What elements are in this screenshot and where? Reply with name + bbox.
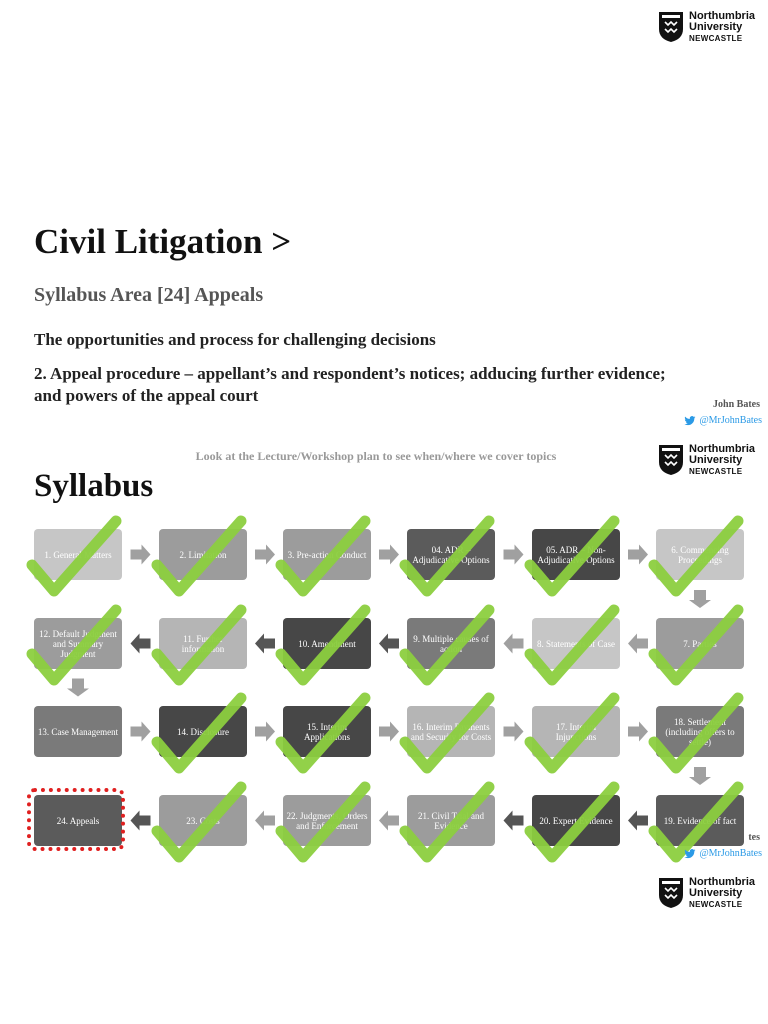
logo-line-3: NEWCASTLE [689, 467, 743, 476]
syllabus-item: 22. Judgments, Orders and Enforcement [283, 795, 371, 846]
flow-arrow-icon [379, 722, 399, 742]
syllabus-item: 11. Further information [159, 618, 247, 669]
flow-arrow-icon [628, 811, 648, 831]
flow-arrow-icon [689, 767, 711, 785]
syllabus-item: 21. Civil Trial and Evidence [407, 795, 495, 846]
author-handle-text: @MrJohnBates [699, 415, 762, 426]
flow-arrow-icon [504, 545, 524, 565]
syllabus-item: 2. Limitation [159, 529, 247, 580]
syllabus-item: 13. Case Management [34, 706, 122, 757]
author-handle-second[interactable] [684, 848, 762, 859]
syllabus-item: 10. Amendment [283, 618, 371, 669]
flow-arrow-icon [255, 811, 275, 831]
syllabus-item: 14. Disclosure [159, 706, 247, 757]
logo-line-1: Northumbria [689, 876, 755, 888]
flow-arrow-icon [504, 811, 524, 831]
syllabus-item: 7. Parties [656, 618, 744, 669]
flow-arrow-icon [628, 634, 648, 654]
flow-arrow-icon [131, 545, 151, 565]
logo-line-3: NEWCASTLE [689, 34, 743, 43]
syllabus-item: 04. ADR – Adjudicative Options [407, 529, 495, 580]
syllabus-item: 16. Interim Payments and Security for Costs [407, 706, 495, 757]
twitter-bird-icon [684, 849, 696, 859]
syllabus-item: 6. Commencing Proceedings [656, 529, 744, 580]
topic-description: 2. Appeal procedure – appellant’s and respondent’s notices; adducing further evidence; and powers of the appeal court [34, 364, 666, 405]
logo-line-2: University [689, 887, 743, 899]
author-name: John Bates [713, 399, 760, 410]
syllabus-item: 12. Default Judgment and Summary Judgment [34, 618, 122, 669]
flow-arrow-icon [689, 590, 711, 608]
syllabus-item: 24. Appeals [34, 795, 122, 846]
flow-arrow-icon [131, 634, 151, 654]
flow-arrow-icon [379, 545, 399, 565]
flow-arrow-icon [628, 722, 648, 742]
syllabus-area-heading: Syllabus Area [24] Appeals [34, 284, 264, 306]
syllabus-item: 9. Multiple causes of action [407, 618, 495, 669]
syllabus-item: 19. Evidence of fact [656, 795, 744, 846]
logo-line-1: Northumbria [689, 443, 755, 455]
logo-line-2: University [689, 21, 743, 33]
flow-arrow-icon [379, 811, 399, 831]
flow-arrow-icon [131, 811, 151, 831]
slide-title: Civil Litigation > [34, 222, 292, 261]
logo-line-1: Northumbria [689, 10, 755, 22]
logo-line-2: University [689, 454, 743, 466]
area-description: The opportunities and process for challenging decisions [34, 330, 436, 349]
author-handle-text: @MrJohnBates [699, 848, 762, 859]
syllabus-item: 1. General Matters [34, 529, 122, 580]
syllabus-item: 17. Interim Injunctions [532, 706, 620, 757]
syllabus-item: 23. Costs [159, 795, 247, 846]
flow-arrow-icon [67, 679, 89, 697]
lecture-plan-note: Look at the Lecture/Workshop plan to see when/where we cover topics [195, 449, 557, 463]
flow-arrow-icon [255, 722, 275, 742]
syllabus-item: 15. Interim Applications [283, 706, 371, 757]
flow-arrow-icon [131, 722, 151, 742]
flow-arrow-icon [628, 545, 648, 565]
syllabus-item: 20. Expert Evidence [532, 795, 620, 846]
syllabus-item: 8. Statements of Case [532, 618, 620, 669]
current-topic-highlight [27, 788, 125, 851]
syllabus-item: 3. Pre-action Conduct [283, 529, 371, 580]
author-name-partial: tes [748, 832, 760, 843]
syllabus-item: 05. ADR – Non-Adjudicative Options [532, 529, 620, 580]
flow-arrow-icon [504, 634, 524, 654]
syllabus-item: 18. Settlement (including offers to settle) [656, 706, 744, 757]
flow-arrow-icon [504, 722, 524, 742]
syllabus-title: Syllabus [34, 468, 154, 504]
flow-arrow-icon [379, 634, 399, 654]
flow-arrow-icon [255, 634, 275, 654]
flow-arrow-icon [255, 545, 275, 565]
logo-line-3: NEWCASTLE [689, 900, 743, 909]
